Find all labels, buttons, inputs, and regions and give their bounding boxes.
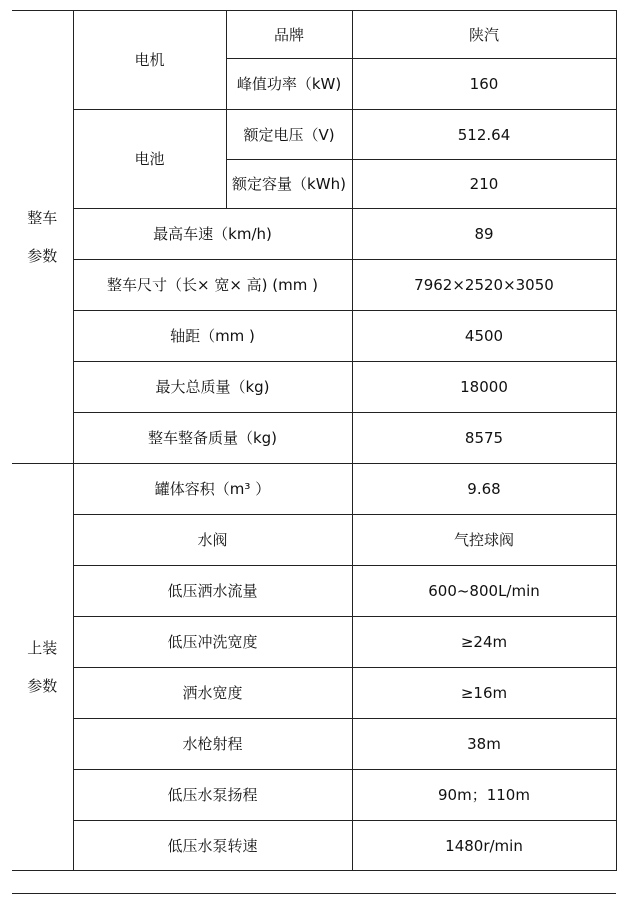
table-row: [12, 668, 616, 719]
row-value: 90m；110m: [352, 770, 616, 821]
category-vehicle: 整车 参数: [12, 11, 73, 464]
row-label: 低压水泵转速: [73, 821, 352, 871]
row-label: 最大总质量（kg): [73, 362, 352, 413]
bottom-divider: [12, 893, 616, 894]
row-label: 最高车速（km/h): [73, 209, 352, 260]
row-value: 8575: [352, 413, 616, 464]
row-label: 整车整备质量（kg): [73, 413, 352, 464]
row-label: 洒水宽度: [73, 668, 352, 719]
table-row: [12, 311, 616, 362]
row-value: 600~800L/min: [352, 566, 616, 617]
table-row: [12, 110, 616, 160]
value-rated-capacity: 210: [352, 160, 616, 209]
row-label: 整车尺寸（长× 宽× 高) (mm ): [73, 260, 352, 311]
row-label: 水阀: [73, 515, 352, 566]
row-label: 轴距（mm ): [73, 311, 352, 362]
table-row: [12, 260, 616, 311]
row-label: 低压水泵扬程: [73, 770, 352, 821]
row-label: 水枪射程: [73, 719, 352, 770]
row-label: 罐体容积（m³ ）: [73, 464, 352, 515]
row-value: ≥24m: [352, 617, 616, 668]
table-row: [12, 719, 616, 770]
label-rated-voltage: 额定电压（V): [226, 110, 352, 160]
table-row: [12, 464, 616, 515]
row-value: ≥16m: [352, 668, 616, 719]
row-label: 低压冲洗宽度: [73, 617, 352, 668]
row-value: 气控球阀: [352, 515, 616, 566]
label-brand: 品牌: [226, 11, 352, 59]
row-value: 1480r/min: [352, 821, 616, 871]
row-value: 7962×2520×3050: [352, 260, 616, 311]
row-value: 9.68: [352, 464, 616, 515]
group-battery: 电池: [73, 110, 226, 209]
table-row: [12, 566, 616, 617]
category-upper: 上装 参数: [12, 464, 73, 871]
spec-table: [12, 10, 617, 871]
value-brand: 陕汽: [352, 11, 616, 59]
table-row: [12, 770, 616, 821]
table-row: [12, 413, 616, 464]
row-label: 低压洒水流量: [73, 566, 352, 617]
row-value: 18000: [352, 362, 616, 413]
table-row: [12, 209, 616, 260]
row-value: 4500: [352, 311, 616, 362]
row-value: 38m: [352, 719, 616, 770]
row-value: 89: [352, 209, 616, 260]
table-row: [12, 11, 616, 59]
label-rated-capacity: 额定容量（kWh): [226, 160, 352, 209]
table-row: [12, 515, 616, 566]
label-peak-power: 峰值功率（kW): [226, 59, 352, 110]
table-row: [12, 362, 616, 413]
table-row: [12, 821, 616, 871]
value-peak-power: 160: [352, 59, 616, 110]
value-rated-voltage: 512.64: [352, 110, 616, 160]
group-motor: 电机: [73, 11, 226, 110]
table-row: [12, 617, 616, 668]
